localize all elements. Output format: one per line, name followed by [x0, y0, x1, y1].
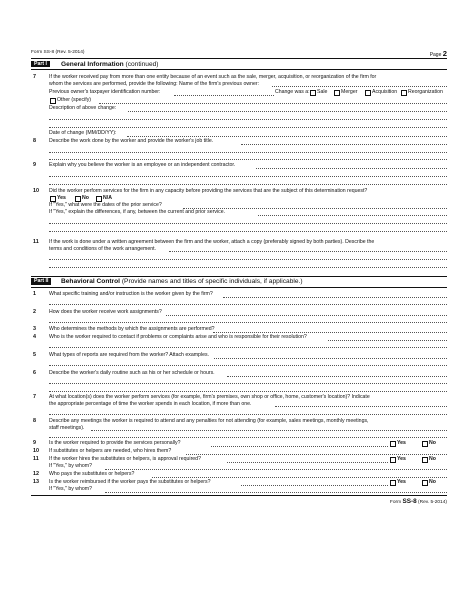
- p1-q7-text1: If the worker received pay from more than one entity because of an event such as the sale, merger, acquisition, or reorganization of the firm for: [49, 74, 377, 80]
- helpers-pay-field[interactable]: [152, 477, 447, 478]
- change-reorganization-checkbox[interactable]: [401, 90, 407, 96]
- p2-q7-text1: At what location(s) does the worker perform services (for example, firm's premises, own shop or office, home, customer's location)? Indicate: [49, 394, 370, 400]
- approval-no-checkbox[interactable]: [422, 457, 428, 463]
- approval-yes-label: Yes: [397, 456, 406, 462]
- previous-owner-name-field[interactable]: [272, 86, 447, 87]
- p1-q7-date-label: Date of change (MM/DD/YY):: [49, 130, 117, 136]
- reimbursed-no-checkbox[interactable]: [422, 480, 428, 486]
- prior-service-no-checkbox[interactable]: [75, 196, 81, 202]
- p1-q11-text1: If the work is done under a written agreement between the firm and the worker, attach a copy (preferably signed by both parties). Describe the: [49, 239, 375, 245]
- location-field-2[interactable]: [49, 414, 447, 415]
- meetings-field-1[interactable]: [91, 430, 447, 431]
- change-description-field-3[interactable]: [49, 127, 447, 128]
- personal-services-yes-label: Yes: [397, 440, 406, 446]
- p2-q3-text: Who determines the methods by which the assignments are performed?: [49, 326, 215, 332]
- assignments-field-2[interactable]: [49, 322, 447, 323]
- prior-service-diff-field-3[interactable]: [49, 231, 447, 232]
- p2-q7-num: 7: [33, 394, 36, 400]
- p2-q12-text: Who pays the substitutes or helpers?: [49, 471, 135, 477]
- p2-q11-followup: If "Yes," by whom?: [49, 463, 92, 469]
- p1-q7-text2: whom the services are performed, provide the following: Name of the firm's previous owner:: [49, 80, 260, 87]
- p1-q7-change-label: Change was a:: [275, 89, 310, 95]
- approval-no-label: No: [429, 456, 436, 462]
- part1-rule: [31, 69, 447, 70]
- routine-field-1[interactable]: [227, 376, 447, 377]
- footer-form-word: Form: [389, 499, 402, 505]
- p2-q13-followup: If "Yes," by whom?: [49, 486, 92, 492]
- footer-rev: (Rev. 5-2014): [418, 499, 447, 505]
- reimbursed-yes-label: Yes: [397, 479, 406, 485]
- part1-title-main: General Information: [61, 60, 124, 68]
- change-acquisition-checkbox[interactable]: [365, 90, 371, 96]
- p2-q9-num: 9: [33, 440, 36, 446]
- p2-q5-text: What types of reports are required from the worker? Attach examples.: [49, 352, 210, 358]
- contact-field-2[interactable]: [49, 347, 447, 348]
- change-other-field[interactable]: [99, 103, 447, 104]
- p2-q10-text: If substitutes or helpers are needed, who hires them?: [49, 448, 172, 454]
- change-description-field-1[interactable]: [128, 111, 447, 112]
- part2-badge: Part II: [31, 278, 51, 285]
- prior-service-na-label: N/A: [103, 195, 112, 201]
- p1-q10-explain: If "Yes," explain the differences, if any, between the current and prior service.: [49, 209, 226, 215]
- p2-q6-num: 6: [33, 370, 36, 376]
- approval-by-field[interactable]: [105, 469, 447, 470]
- agreement-terms-field-1[interactable]: [169, 251, 447, 252]
- work-description-field-1[interactable]: [241, 144, 447, 145]
- prior-service-diff-field-2[interactable]: [49, 223, 447, 224]
- p1-q8-num: 8: [33, 138, 36, 144]
- training-field-1[interactable]: [223, 297, 447, 298]
- classification-reason-field-1[interactable]: [256, 168, 447, 169]
- assignments-field-1[interactable]: [166, 315, 447, 316]
- approval-yes-checkbox[interactable]: [390, 457, 396, 463]
- location-field-1[interactable]: [275, 406, 447, 407]
- p1-q10-dates: If "Yes," what were the dates of the prior service?: [49, 202, 162, 208]
- part2-top-rule: [31, 276, 447, 277]
- p2-q13-leader: [241, 485, 388, 486]
- p2-q11-num: 11: [33, 456, 39, 462]
- part1-title: [61, 61, 159, 68]
- p2-q12-num: 12: [33, 471, 39, 477]
- change-date-field[interactable]: [127, 136, 447, 137]
- p2-q8-text2: staff meetings).: [49, 424, 85, 431]
- part2-title-sub: (Provide names and titles of specific individuals, if applicable.): [121, 278, 303, 285]
- page-num: 2: [442, 49, 447, 58]
- classification-reason-field-3[interactable]: [49, 184, 447, 185]
- footer-rule: [31, 495, 447, 496]
- p2-q1-text: What specific training and/or instruction is the worker given by the firm?: [49, 291, 213, 297]
- change-other-checkbox[interactable]: [50, 98, 56, 104]
- prior-service-yes-checkbox[interactable]: [50, 196, 56, 202]
- p1-q7-desc-label: Description of above change:: [49, 105, 117, 111]
- prior-service-na-checkbox[interactable]: [96, 196, 102, 202]
- p1-q8-text: Describe the work done by the worker and provide the worker's job title.: [49, 138, 214, 144]
- p2-q11-text: If the worker hires the substitutes or helpers, is approval required?: [49, 456, 201, 462]
- reports-field-1[interactable]: [214, 358, 447, 359]
- prior-service-yes-label: Yes: [57, 195, 66, 201]
- footer-form-name: SS-8: [402, 497, 417, 505]
- p2-q3-num: 3: [33, 326, 36, 332]
- p1-q9-text: Explain why you believe the worker is an employee or an independent contractor.: [49, 162, 236, 168]
- p2-q2-text: How does the worker receive work assignments?: [49, 309, 162, 315]
- helpers-hire-field[interactable]: [186, 454, 447, 455]
- part2-title-main: Behavioral Control: [61, 278, 120, 285]
- change-merger-checkbox[interactable]: [334, 90, 340, 96]
- personal-services-yes-checkbox[interactable]: [390, 441, 396, 447]
- routine-field-2[interactable]: [49, 383, 447, 384]
- part1-title-sub: (continued): [125, 60, 159, 68]
- change-acquisition-label: Acquisition: [372, 89, 398, 95]
- p2-q4-text: Who is the worker required to contact if problems or complaints arise and who is responsible for their resolution?: [49, 334, 307, 340]
- p1-q11-num: 11: [33, 239, 39, 245]
- change-other-label: Other (specify): [57, 97, 92, 103]
- training-field-2[interactable]: [49, 304, 447, 305]
- agreement-terms-field-3[interactable]: [49, 267, 447, 268]
- p2-q13-num: 13: [33, 479, 39, 485]
- p1-q7-tin-label: Previous owner's taxpayer identification number:: [49, 89, 161, 95]
- p1-q11-text2: terms and conditions of the work arrangement.: [49, 245, 156, 252]
- p1-q9-num: 9: [33, 162, 36, 168]
- page-word: Page: [429, 52, 442, 58]
- personal-services-no-label: No: [429, 440, 436, 446]
- p2-q8-text1: Describe any meetings the worker is required to attend and any penalties for not attending (for example, sales meetings, monthly meetings,: [49, 418, 369, 424]
- methods-field[interactable]: [213, 332, 447, 333]
- routine-field-3[interactable]: [49, 391, 447, 392]
- contact-field-1[interactable]: [328, 340, 447, 341]
- reimbursed-yes-checkbox[interactable]: [390, 480, 396, 486]
- reports-field-2[interactable]: [49, 365, 447, 366]
- p2-q11-leader: [227, 462, 388, 463]
- previous-owner-tin-field[interactable]: [174, 95, 274, 96]
- work-description-field-2[interactable]: [49, 152, 447, 153]
- p2-q7-text2: the appropriate percentage of time the worker spends in each location, if more than one.: [49, 400, 252, 407]
- p2-q1-num: 1: [33, 291, 36, 297]
- prior-service-no-label: No: [82, 195, 89, 201]
- form-id: Form SS-8 (Rev. 5-2014): [31, 50, 85, 55]
- p2-q10-num: 10: [33, 448, 39, 454]
- footer-form-id: [390, 498, 447, 505]
- part2-rule: [31, 287, 447, 288]
- reimbursed-by-field[interactable]: [105, 492, 447, 493]
- work-description-field-3[interactable]: [49, 159, 447, 160]
- p1-q10-num: 10: [33, 188, 39, 194]
- p2-q9-leader: [211, 446, 388, 447]
- change-merger-label: Merger: [341, 89, 358, 95]
- p2-q6-text: Describe the worker's daily routine such as his or her schedule or hours.: [49, 370, 215, 376]
- p1-q10-text: Did the worker perform services for the firm in any capacity before providing the services that are the subject of this determination request?: [49, 188, 368, 194]
- p2-q13-text: Is the worker reimbursed if the worker pays the substitutes or helpers?: [49, 479, 211, 485]
- p2-q2-num: 2: [33, 309, 36, 315]
- p1-q7-num: 7: [33, 74, 36, 80]
- change-sale-label: Sale: [317, 89, 328, 95]
- personal-services-no-checkbox[interactable]: [422, 441, 428, 447]
- change-description-field-2[interactable]: [49, 119, 447, 120]
- classification-reason-field-2[interactable]: [49, 176, 447, 177]
- change-reorganization-label: Reorganization: [408, 89, 443, 95]
- prior-service-diff-field-1[interactable]: [258, 215, 447, 216]
- p2-q4-num: 4: [33, 334, 36, 340]
- change-sale-checkbox[interactable]: [310, 90, 316, 96]
- part1-badge: Part I: [31, 61, 50, 68]
- page-number: [430, 49, 447, 58]
- agreement-terms-field-2[interactable]: [49, 259, 447, 260]
- p2-q9-text: Is the worker required to provide the services personally?: [49, 440, 181, 446]
- p2-q5-num: 5: [33, 352, 36, 358]
- header-rule: [31, 58, 447, 59]
- reimbursed-no-label: No: [429, 479, 436, 485]
- p2-q8-num: 8: [33, 418, 36, 424]
- meetings-field-2[interactable]: [49, 437, 447, 438]
- part2-title: [61, 278, 303, 285]
